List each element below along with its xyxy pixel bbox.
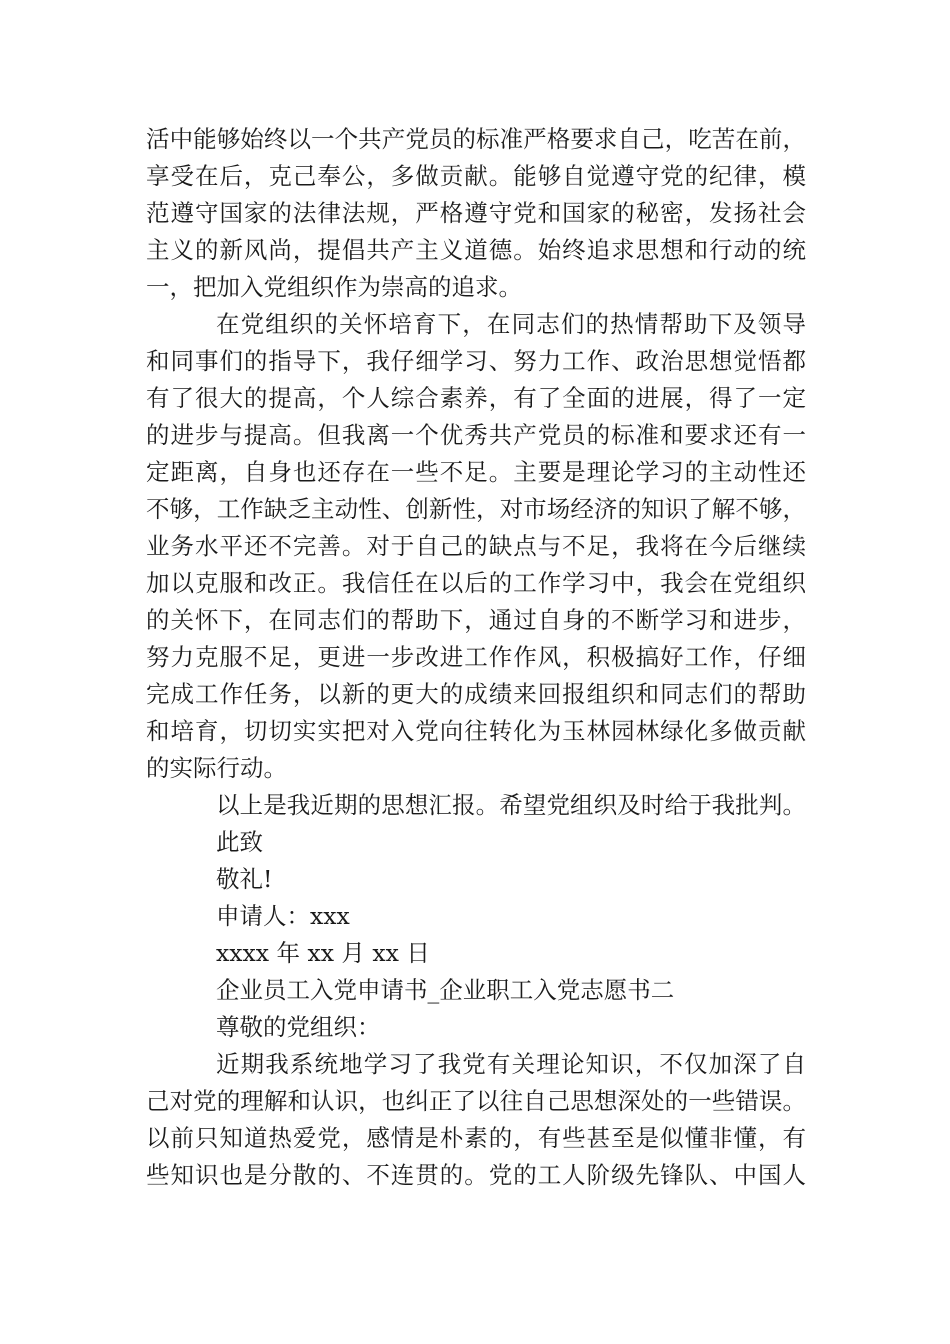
document-body — [146, 121, 806, 1194]
text-line: 和同事们的指导下，我仔细学习、努力工作、政治思想觉悟都 — [146, 347, 806, 375]
text-line: 以上是我近期的思想汇报。希望党组织及时给于我批判。 — [216, 791, 806, 819]
text-line: 有了很大的提高，个人综合素养，有了全面的进展，得了一定 — [146, 384, 806, 412]
text-line: 加以克服和改正。我信任在以后的工作学习中，我会在党组织 — [146, 569, 806, 597]
text-line: 定距离，自身也还存在一些不足。主要是理论学习的主动性还 — [146, 458, 806, 486]
text-line: 主义的新风尚，提倡共产主义道德。始终追求思想和行动的统 — [146, 236, 806, 264]
text-line: 些知识也是分散的、不连贯的。党的工人阶级先锋队、中国人 — [146, 1161, 806, 1189]
text-line: 此致 — [216, 828, 263, 856]
text-line: 敬礼! — [216, 865, 273, 893]
text-line: 企业员工入党申请书_企业职工入党志愿书二 — [216, 976, 675, 1004]
text-line: 享受在后，克己奉公，多做贡献。能够自觉遵守党的纪律，模 — [146, 162, 806, 190]
text-line: 尊敬的党组织： — [216, 1013, 381, 1041]
text-line: 申请人：xxx — [216, 902, 350, 930]
text-line: 一，把加入党组织作为崇高的追求。 — [146, 273, 522, 301]
text-line: 活中能够始终以一个共产党员的标准严格要求自己，吃苦在前， — [146, 125, 806, 153]
text-line: 的实际行动。 — [146, 754, 287, 782]
text-line: 和培育，切切实实把对入党向往转化为玉林园林绿化多做贡献 — [146, 717, 806, 745]
text-line: 不够，工作缺乏主动性、创新性，对市场经济的知识了解不够， — [146, 495, 806, 523]
text-line: 范遵守国家的法律法规，严格遵守党和国家的秘密，发扬社会 — [146, 199, 806, 227]
text-line: 近期我系统地学习了我党有关理论知识，不仅加深了自 — [216, 1050, 806, 1078]
text-line: 业务水平还不完善。对于自己的缺点与不足，我将在今后继续 — [146, 532, 806, 560]
text-line: 以前只知道热爱党，感情是朴素的，有些甚至是似懂非懂，有 — [146, 1124, 806, 1152]
text-line: 的关怀下，在同志们的帮助下，通过自身的不断学习和进步， — [146, 606, 806, 634]
text-line: xxxx 年 xx 月 xx 日 — [216, 939, 430, 967]
text-line: 完成工作任务，以新的更大的成绩来回报组织和同志们的帮助 — [146, 680, 806, 708]
text-line: 己对党的理解和认识，也纠正了以往自己思想深处的一些错误。 — [146, 1087, 806, 1115]
text-line: 的进步与提高。但我离一个优秀共产党员的标准和要求还有一 — [146, 421, 806, 449]
text-line: 在党组织的关怀培育下，在同志们的热情帮助下及领导 — [216, 310, 806, 338]
text-line: 努力克服不足，更进一步改进工作作风，积极搞好工作，仔细 — [146, 643, 806, 671]
